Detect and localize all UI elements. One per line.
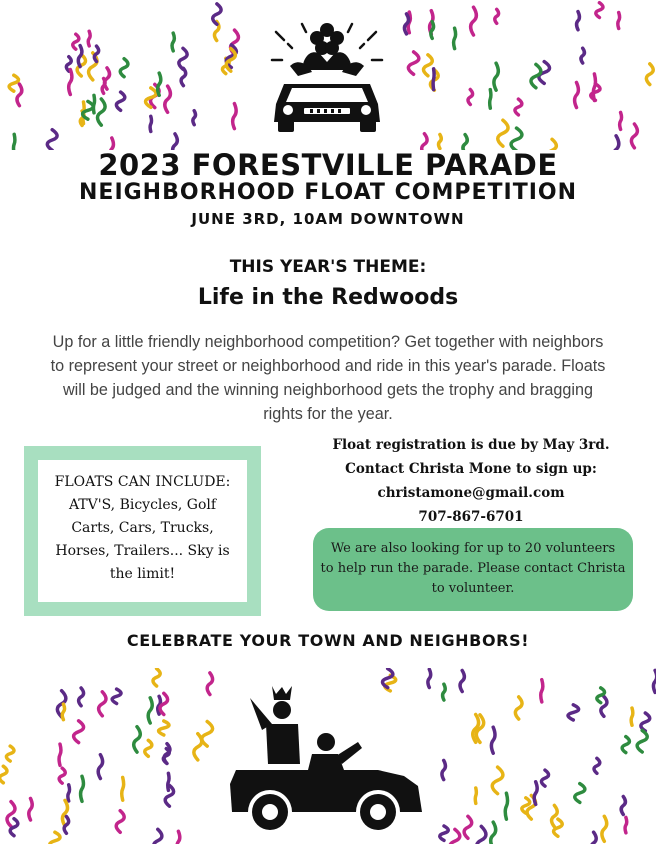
confetti-streamer — [181, 68, 186, 85]
confetti-streamer — [491, 727, 495, 753]
confetti-streamer — [597, 688, 605, 703]
confetti-streamer — [620, 112, 622, 129]
intro-paragraph — [22, 330, 634, 426]
floats-heading: FLOATS CAN INCLUDE: — [54, 474, 231, 490]
confetti-streamer — [68, 785, 70, 801]
confetti-streamer — [172, 33, 174, 51]
confetti-streamer — [0, 766, 7, 783]
confetti-streamer — [99, 692, 106, 716]
confetti-streamer — [74, 721, 84, 743]
confetti-streamer — [442, 760, 446, 779]
confetti-streamer — [439, 135, 442, 149]
confetti-streamer — [50, 832, 60, 844]
confetti-streamer — [202, 722, 213, 747]
page-subtitle: NEIGHBORHOOD FLOAT COMPETITION — [79, 180, 577, 205]
confetti-streamer — [637, 730, 647, 752]
confetti-streamer — [596, 3, 603, 18]
confetti-streamer — [568, 705, 579, 720]
confetti-streamer — [601, 697, 607, 717]
confetti-streamer — [575, 83, 579, 108]
confetti-streamer — [554, 819, 563, 836]
confetti-streamer — [134, 727, 141, 752]
confetti-streamer — [577, 12, 580, 30]
confetti-streamer — [515, 697, 522, 719]
confetti-streamer — [122, 777, 124, 800]
confetti-streamer — [159, 721, 170, 735]
confetti-streamer — [498, 120, 508, 146]
confetti-streamer — [64, 817, 69, 834]
confetti-streamer — [464, 816, 472, 838]
confetti-streamer — [641, 713, 650, 731]
confetti-streamer — [646, 64, 653, 85]
confetti-streamer — [17, 84, 22, 106]
registration-phone[interactable]: 707-867-6701 — [418, 509, 524, 525]
registration-email[interactable]: christamone@gmail.com — [377, 485, 565, 501]
confetti-streamer — [79, 688, 84, 706]
confetti-streamer — [505, 793, 507, 819]
confetti-streamer — [511, 128, 522, 150]
confetti-streamer — [491, 822, 496, 844]
intro-line: to represent your street or neighborhood and ride in this year's parade. Floats — [50, 357, 606, 375]
confetti-streamer — [618, 13, 620, 29]
confetti-streamer — [594, 758, 600, 773]
confetti-streamer — [98, 99, 106, 125]
confetti-streamer — [575, 784, 585, 803]
confetti-streamer — [165, 86, 171, 112]
confetti-streamer — [105, 68, 110, 89]
event-date: JUNE 3RD, 10AM DOWNTOWN — [191, 210, 465, 228]
registration-due: Float registration is due by May 3rd. — [332, 437, 610, 453]
confetti-streamer — [98, 755, 102, 779]
theme-label: THIS YEAR'S THEME: — [229, 257, 427, 277]
confetti-streamer — [233, 104, 237, 129]
confetti-streamer — [148, 698, 152, 723]
confetti-streamer — [515, 99, 522, 115]
confetti-streamer — [153, 669, 160, 686]
confetti-streamer — [494, 63, 498, 90]
confetti-streamer — [621, 797, 625, 815]
confetti-streamer — [468, 90, 473, 105]
confetti-streamer — [88, 31, 90, 46]
confetti-streamer — [443, 684, 446, 700]
parade-float-car-icon — [262, 18, 392, 136]
confetti-streamer — [112, 689, 121, 703]
confetti-streamer — [93, 95, 94, 112]
confetti-streamer — [450, 829, 460, 844]
confetti-streamer — [408, 52, 419, 74]
confetti-streamer — [631, 124, 637, 148]
confetti-streamer — [581, 48, 584, 63]
confetti-streamer — [81, 776, 84, 801]
confetti-streamer — [59, 744, 61, 765]
confetti-streamer — [552, 805, 558, 826]
registration-contact: Contact Christa Mone to sign up: — [345, 461, 597, 477]
confetti-streamer — [116, 811, 124, 833]
confetti-streamer — [471, 7, 477, 35]
registration-info — [306, 433, 636, 529]
confetti-streamer — [160, 693, 168, 714]
confetti-streamer — [440, 826, 449, 840]
celebrate-banner: CELEBRATE YOUR TOWN AND NEIGHBORS! — [126, 631, 530, 650]
confetti-streamer — [6, 746, 14, 761]
confetti-streamer — [47, 130, 57, 150]
confetti-streamer — [207, 673, 212, 695]
floats-line: the limit! — [109, 566, 176, 582]
confetti-streamer — [428, 669, 431, 687]
page-title: 2023 FORESTVILLE PARADE — [98, 148, 558, 182]
confetti-streamer — [424, 55, 433, 76]
confetti-streamer — [433, 69, 434, 90]
confetti-streamer — [116, 92, 124, 110]
confetti-streamer — [73, 34, 79, 49]
confetti-streamer — [154, 829, 162, 844]
confetti-streamer — [10, 819, 18, 836]
floats-line: Horses, Trailers... Sky is — [55, 543, 230, 559]
confetti-streamer — [625, 817, 627, 832]
confetti-streamer — [29, 798, 32, 820]
intro-line: Up for a little friendly neighborhood competition? Get together with neighbors — [52, 333, 604, 351]
confetti-streamer — [9, 75, 18, 91]
confetti-streamer — [475, 788, 476, 803]
confetti-streamer — [591, 832, 596, 844]
confetti-streamer — [541, 770, 548, 786]
confetti-streamer — [593, 74, 595, 101]
confetti-streamer — [59, 768, 65, 783]
confetti-streamer — [193, 111, 196, 125]
confetti-streamer — [622, 737, 629, 753]
confetti-streamer — [62, 704, 64, 720]
floats-line: ATV'S, Bicycles, Golf — [68, 497, 217, 513]
volunteer-callout — [313, 528, 633, 611]
volunteer-line: We are also looking for up to 20 volunteers — [330, 541, 616, 556]
floats-box — [38, 460, 247, 602]
confetti-streamer — [7, 802, 15, 827]
confetti-streamer — [631, 708, 633, 725]
confetti-streamer — [492, 767, 503, 794]
volunteer-line: to volunteer. — [431, 581, 515, 596]
confetti-streamer — [168, 773, 169, 790]
confetti-streamer — [495, 9, 499, 23]
confetti-streamer — [460, 671, 464, 692]
confetti-streamer — [145, 740, 152, 756]
car-with-waving-passengers-icon — [228, 684, 426, 842]
confetti-streamer — [531, 64, 541, 87]
confetti-streamer — [490, 90, 491, 109]
volunteer-line: to help run the parade. Please contact Christa — [320, 561, 626, 576]
confetti-streamer — [541, 680, 543, 702]
confetti-streamer — [477, 826, 486, 844]
floats-line: Carts, Cars, Trucks, — [71, 520, 214, 536]
confetti-streamer — [177, 831, 180, 844]
confetti-streamer — [179, 48, 187, 69]
confetti-streamer — [602, 816, 607, 841]
intro-line: rights for the year. — [263, 405, 393, 423]
theme-value: Life in the Redwoods — [197, 285, 459, 310]
confetti-streamer — [150, 116, 151, 131]
confetti-streamer — [69, 70, 72, 95]
intro-line: will be judged and the winning neighborhood gets the trophy and bragging — [62, 381, 594, 399]
confetti-streamer — [120, 59, 128, 77]
confetti-streamer — [164, 744, 170, 764]
confetti-streamer — [454, 28, 456, 48]
